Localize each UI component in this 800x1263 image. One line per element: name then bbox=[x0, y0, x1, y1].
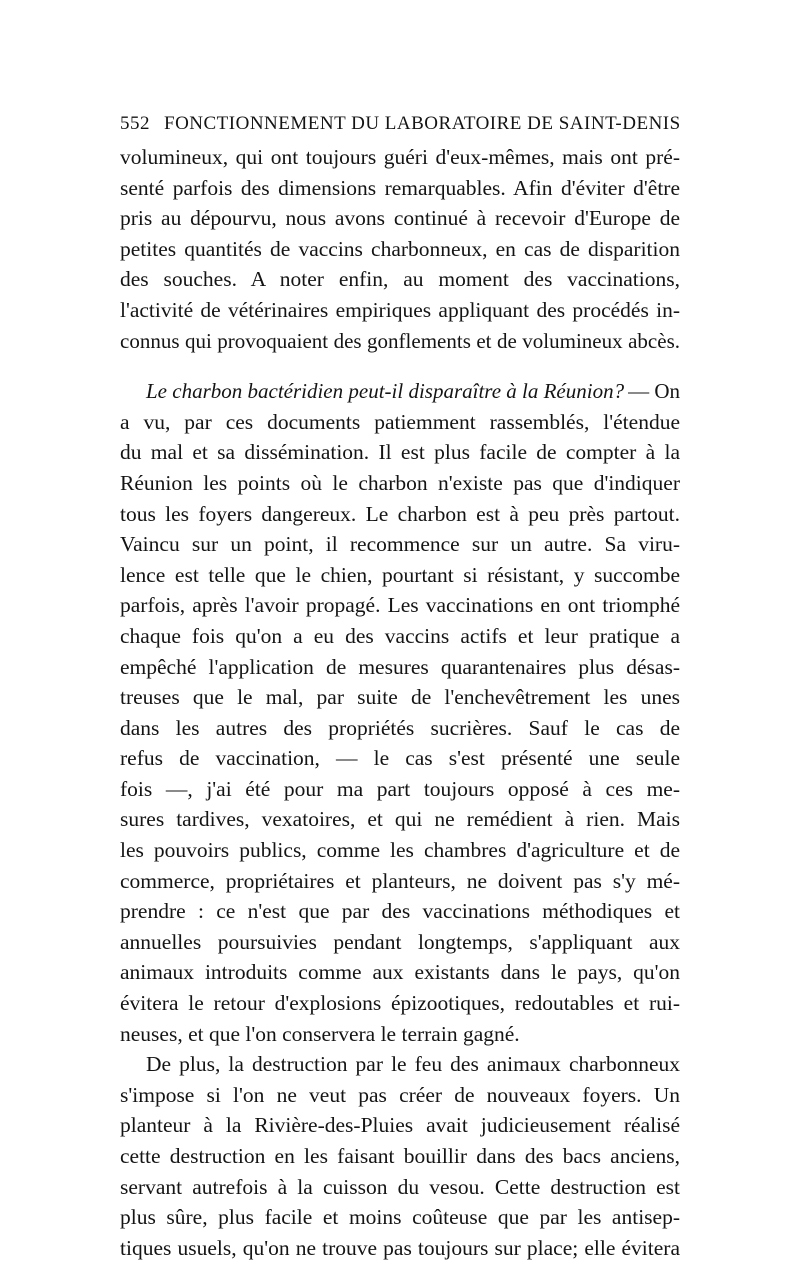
text-line: plus sûre, plus facile et moins coûteuse que par les antisep- bbox=[120, 1205, 680, 1230]
text-line: des souches. A noter enfin, au moment des vaccinations, bbox=[120, 267, 680, 292]
text-line: empêché l'application de mesures quarantenaires plus désas- bbox=[120, 654, 680, 679]
text-line-heading bbox=[120, 376, 680, 407]
text-line: petites quantités de vaccins charbonneux, en cas de disparition bbox=[120, 236, 680, 261]
text-line: refus de vaccination, — le cas s'est présenté une seule bbox=[120, 746, 680, 771]
paragraph-destruction bbox=[120, 1049, 680, 1263]
text-line: chaque fois qu'on a eu des vaccins actifs et leur pratique a bbox=[120, 623, 680, 648]
text-line: s'impose si l'on ne veut pas créer de nouveaux foyers. Un bbox=[120, 1082, 680, 1107]
running-title: FONCTIONNEMENT DU LABORATOIRE DE SAINT-DENIS bbox=[164, 113, 681, 134]
text-line: a vu, par ces documents patiemment rassemblés, l'étendue bbox=[120, 409, 680, 434]
text-line: lence est telle que le chien, pourtant si résistant, y succombe bbox=[120, 562, 680, 587]
text-line: neuses, et que l'on conservera le terrain gagné. bbox=[120, 1021, 520, 1046]
text-line: évitera le retour d'explosions épizootiques, redoutables et rui- bbox=[120, 991, 680, 1016]
page-number: 552 bbox=[120, 113, 150, 134]
text-line: De plus, la destruction par le feu des animaux charbonneux bbox=[146, 1052, 680, 1077]
text-line: du mal et sa dissémination. Il est plus facile de compter à la bbox=[120, 440, 680, 465]
text-line: commerce, propriétaires et planteurs, ne doivent pas s'y mé- bbox=[120, 868, 680, 893]
paragraph-continued bbox=[120, 142, 680, 356]
text-line: senté parfois des dimensions remarquables. Afin d'éviter d'être bbox=[120, 175, 680, 200]
text-line: Réunion les points où le charbon n'existe pas que d'indiquer bbox=[120, 470, 680, 495]
text-line: connus qui provoquaient des gonflements et de volumineux abcès. bbox=[120, 328, 680, 353]
text-line: prendre : ce n'est que par des vaccinations méthodiques et bbox=[120, 899, 680, 924]
paragraph-charbon-reunion bbox=[120, 376, 680, 1049]
text-line: servant autrefois à la cuisson du vesou. Cette destruction est bbox=[120, 1174, 680, 1199]
text-line: pris au dépourvu, nous avons continué à recevoir d'Europe de bbox=[120, 206, 680, 231]
text-line: dans les autres des propriétés sucrières. Sauf le cas de bbox=[120, 715, 680, 740]
book-page bbox=[120, 108, 680, 1263]
section-heading: Le charbon bactéridien peut-il disparaître à la Réunion? bbox=[146, 379, 625, 404]
text-line: tous les foyers dangereux. Le charbon est à peu près partout. bbox=[120, 501, 680, 526]
text-line: treuses que le mal, par suite de l'enchevêtrement les unes bbox=[120, 685, 680, 710]
text-line: animaux introduits comme aux existants dans le pays, qu'on bbox=[120, 960, 680, 985]
text-line: sures tardives, vexatoires, et qui ne remédient à rien. Mais bbox=[120, 807, 680, 832]
text-line: les pouvoirs publics, comme les chambres d'agriculture et de bbox=[120, 838, 680, 863]
text-line: Vaincu sur un point, il recommence sur un autre. Sa viru- bbox=[120, 532, 680, 557]
text-fragment: — On bbox=[628, 379, 680, 404]
text-line: volumineux, qui ont toujours guéri d'eux-mêmes, mais ont pré- bbox=[120, 145, 680, 169]
text-line: cette destruction en les faisant bouillir dans des bacs anciens, bbox=[120, 1144, 680, 1168]
running-header bbox=[120, 108, 680, 140]
text-line: tiques usuels, qu'on ne trouve pas toujours sur place; elle évitera bbox=[120, 1235, 680, 1260]
text-line: planteur à la Rivière-des-Pluies avait judicieusement réalisé bbox=[120, 1113, 680, 1138]
text-line: annuelles poursuivies pendant longtemps, s'appliquant aux bbox=[120, 929, 680, 954]
text-line: parfois, après l'avoir propagé. Les vaccinations en ont triomphé bbox=[120, 593, 680, 618]
text-line: fois —, j'ai été pour ma part toujours opposé à ces me- bbox=[120, 776, 680, 801]
text-line: l'activité de vétérinaires empiriques appliquant des procédés in- bbox=[120, 297, 680, 322]
